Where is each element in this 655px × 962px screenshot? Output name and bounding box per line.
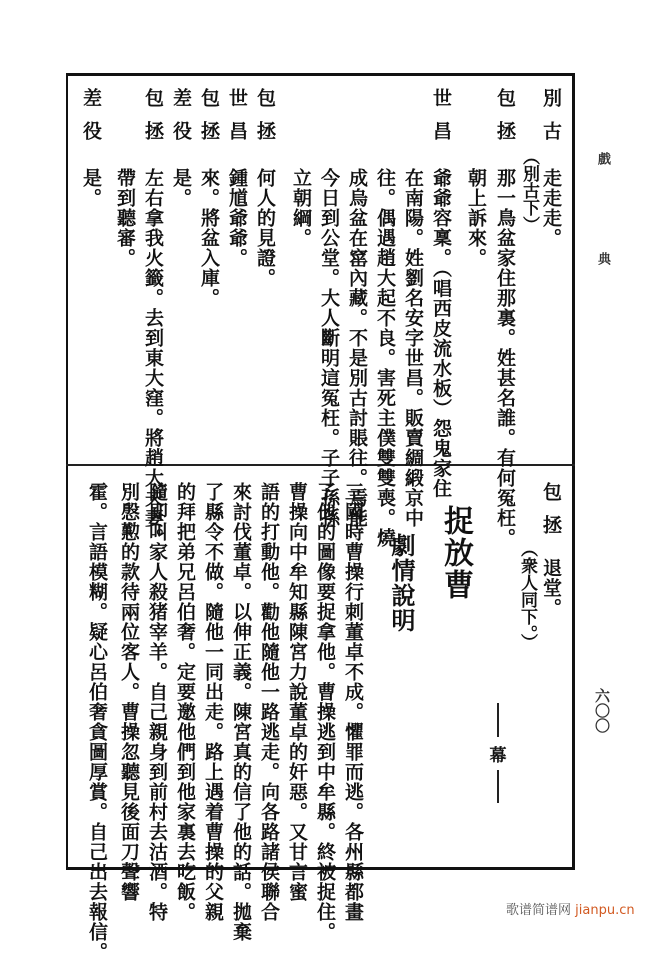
dialogue-line: 爺爺容稟。（唱西皮流水板）怨鬼家住	[430, 168, 452, 499]
synopsis-line: 三國時曹操行刺董卓不成。懼罪而逃。各州縣都畫	[342, 482, 364, 922]
speaker-chai-yi: 差役	[170, 88, 192, 154]
synopsis-line: 隨即叫家人殺猪宰羊。自己親身到前村去沽酒。特	[146, 482, 168, 922]
synopsis-line: 曹操向中牟知縣陳宮力說董卓的奸惡。又甘言蜜	[286, 482, 308, 902]
speaker-bao-zheng: 包拯	[540, 482, 562, 548]
dialogue-line: 左右拿我火籤。去到東大窪。將趙大夫妻。	[142, 168, 164, 548]
synopsis-line: 來討伐董卓。以伸正義。陳宮真的信了他的話。拋棄	[230, 482, 252, 942]
synopsis-line: 了縣令不做。隨他一同出走。路上遇着曹操的父親	[202, 482, 224, 922]
speaker-shi-chang: 世昌	[226, 88, 248, 154]
dialogue-line: 是。	[170, 168, 192, 208]
synopsis-line: 語的打動他。勸他隨他一路逃走。向各路諸侯聯合	[258, 482, 280, 922]
synopsis-line: 了他的圖像要捉拿他。曹操逃到中牟縣。終被捉住。	[314, 482, 336, 942]
act-end-line	[497, 703, 499, 737]
dialogue-line: 帶到聽審。	[114, 168, 136, 268]
act-end-marker	[486, 703, 510, 803]
dialogue-line: 朝上訴來。	[465, 168, 487, 268]
dialogue-line: 今日到公堂。大人斷明這冤枉。子子孫孫	[318, 168, 340, 528]
watermark-cn: 歌谱简谱网	[506, 903, 572, 918]
dialogue-line: 鍾馗爺爺。	[226, 168, 248, 268]
stage-direction: （衆人同下。）	[517, 540, 537, 651]
dialogue-line: 是。	[80, 168, 102, 208]
stage-direction: （別古下）	[519, 148, 539, 233]
dialogue-line: 在南陽。姓劉名安字世昌。販賣綢緞京中	[402, 168, 424, 528]
speaker-bao-zheng: 包拯	[254, 88, 276, 154]
dialogue-line: 成烏盆在窰內藏。不是別古討賬往。焉能	[346, 168, 368, 528]
act-end-line	[497, 770, 499, 804]
synopsis-heading: 劇情說明	[387, 533, 416, 633]
speaker-bie-gu: 別古	[540, 88, 562, 154]
dialogue-line: 退堂。	[540, 558, 562, 618]
speaker-chai-yi: 差役	[80, 88, 102, 154]
synopsis-line: 別慇懃的款待兩位客人。曹操忽聽見後面刀聲響	[118, 482, 140, 902]
synopsis-line: 的拜把弟兄呂伯奢。定要邀他們到他家裏去吃飯。	[174, 482, 196, 922]
dialogue-line: 立朝綱。	[290, 168, 312, 248]
speaker-bao-zheng: 包拯	[198, 88, 220, 154]
dialogue-line: 來。將盆入庫。	[198, 168, 220, 308]
watermark-latin: jianpu.cn	[575, 903, 635, 918]
synopsis-line: 霍。言語模糊。疑心呂伯奢貪圖厚賞。自己出去報信。	[86, 482, 108, 962]
dialogue-line: 走走走。	[540, 168, 562, 248]
play-title: 捉放曹	[438, 505, 473, 601]
running-header-char-1: 戲	[595, 152, 610, 165]
act-end-label: 幕	[489, 745, 507, 766]
dialogue-line: 何人的見證。	[254, 168, 276, 288]
running-header-char-2: 典	[595, 252, 610, 265]
speaker-bao-zheng: 包拯	[494, 88, 516, 154]
dialogue-line: 往。偶遇趙大起不良。害死主僕雙雙喪。燒	[374, 168, 396, 548]
speaker-bao-zheng: 包拯	[142, 88, 164, 154]
page-number: 六〇〇	[593, 688, 611, 733]
dialogue-line: 那一鳥盆家住那裏。姓甚名誰。有何冤枉。	[494, 168, 516, 548]
site-watermark	[506, 899, 635, 918]
speaker-shi-chang: 世昌	[430, 88, 452, 154]
